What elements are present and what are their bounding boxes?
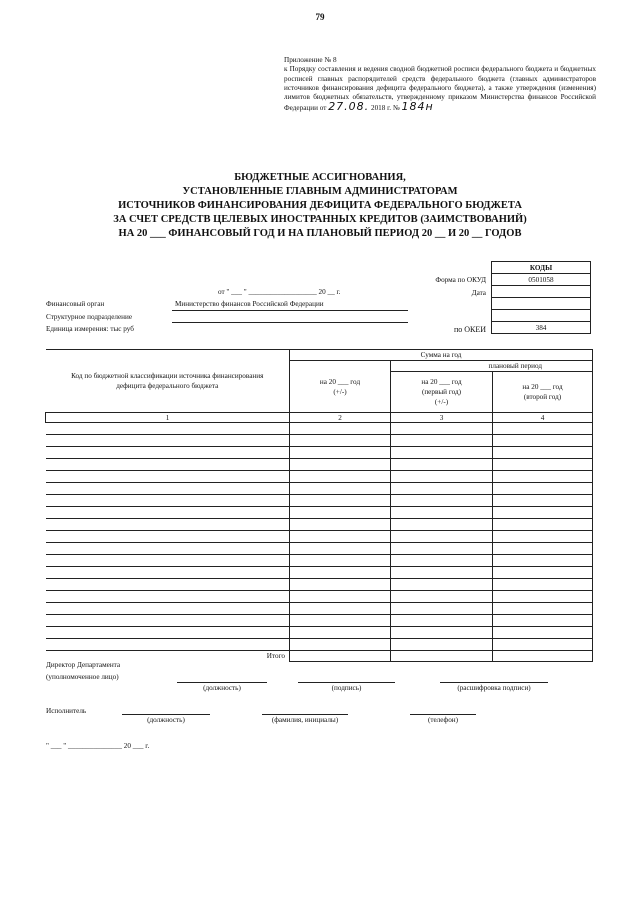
table-cell — [290, 543, 391, 555]
col3-header: на 20 ___ год (первый год) (+/-) — [391, 372, 493, 413]
executor-name-label: (фамилия, инициалы) — [271, 716, 339, 724]
table-cell — [391, 579, 493, 591]
table-cell — [290, 603, 391, 615]
table-row — [46, 639, 593, 651]
date-label: Дата — [471, 289, 486, 297]
fin-organ-value: Министерство финансов Российской Федерации — [175, 300, 324, 308]
table-cell — [391, 447, 493, 459]
table-cell — [46, 507, 290, 519]
table-row — [46, 543, 593, 555]
table-row — [46, 579, 593, 591]
table-cell — [46, 567, 290, 579]
okei-value: 384 — [492, 322, 591, 334]
table-cell — [391, 471, 493, 483]
appendix-number: 184н — [401, 100, 434, 114]
col-num-3: 3 — [391, 413, 493, 423]
table-cell — [391, 543, 493, 555]
table-row — [46, 567, 593, 579]
table-cell — [46, 495, 290, 507]
table-row — [46, 519, 593, 531]
table-cell — [290, 555, 391, 567]
table-cell — [290, 591, 391, 603]
table-row — [46, 591, 593, 603]
struct-underline — [172, 322, 408, 323]
okud-value: 0501058 — [492, 274, 591, 286]
table-cell — [46, 435, 290, 447]
table-cell — [493, 423, 593, 435]
col1-header: Код по бюджетной классификации источника финансирования дефицита федерального бюджета — [46, 350, 290, 413]
table-cell — [391, 567, 493, 579]
table-cell — [391, 519, 493, 531]
fin-organ-code — [492, 298, 591, 310]
director-position-label: (должность) — [203, 684, 241, 692]
table-cell — [493, 627, 593, 639]
table-cell — [46, 459, 290, 471]
signature-date: " ___ " _______________ 20 ___ г. — [46, 742, 150, 750]
col-num-4: 4 — [493, 413, 593, 423]
table-cell — [290, 483, 391, 495]
table-row — [46, 555, 593, 567]
table-row — [46, 459, 593, 471]
col4-header: на 20 ___ год (второй год) — [493, 372, 593, 413]
table-cell — [290, 567, 391, 579]
col2-header: на 20 ___ год (+/-) — [290, 361, 391, 413]
table-cell — [290, 579, 391, 591]
table-cell — [391, 483, 493, 495]
table-cell — [290, 615, 391, 627]
table-cell — [493, 495, 593, 507]
table-row — [46, 603, 593, 615]
executor-phone-line — [410, 714, 476, 715]
table-cell — [290, 471, 391, 483]
codes-header: КОДЫ — [492, 262, 591, 274]
table-cell — [493, 615, 593, 627]
table-cell — [493, 531, 593, 543]
director-position-line — [177, 682, 267, 683]
total-label: Итого — [46, 651, 290, 662]
table-cell — [493, 519, 593, 531]
table-cell — [493, 543, 593, 555]
table-cell — [46, 543, 290, 555]
director-decoding-line — [440, 682, 548, 683]
table-cell — [391, 615, 493, 627]
table-cell — [493, 507, 593, 519]
table-cell — [290, 423, 391, 435]
sum-header: Сумма на год — [290, 350, 593, 361]
table-cell — [493, 639, 593, 651]
table-row — [46, 471, 593, 483]
total-cell — [391, 651, 493, 662]
table-row — [46, 435, 593, 447]
okei-label: по ОКЕИ — [453, 325, 486, 334]
table-cell — [46, 603, 290, 615]
table-cell — [391, 423, 493, 435]
table-cell — [46, 615, 290, 627]
date-line: от " ___ " ___________________ 20 __ г. — [218, 288, 341, 296]
table-row — [46, 507, 593, 519]
table-cell — [46, 627, 290, 639]
table-row — [46, 627, 593, 639]
table-cell — [290, 627, 391, 639]
table-row — [46, 495, 593, 507]
unit-label: Единица измерения: тыс руб — [46, 325, 134, 333]
title-line-2: УСТАНОВЛЕННЫЕ ГЛАВНЫМ АДМИНИСТРАТОРАМ — [182, 186, 458, 197]
table-cell — [493, 447, 593, 459]
total-cell — [290, 651, 391, 662]
title-line-4: ЗА СЧЕТ СРЕДСТВ ЦЕЛЕВЫХ ИНОСТРАННЫХ КРЕДИТОВ (ЗАИМСТВОВАНИЙ) — [113, 214, 527, 225]
table-cell — [290, 519, 391, 531]
table-cell — [46, 579, 290, 591]
title-line-1: БЮДЖЕТНЫЕ АССИГНОВАНИЯ, — [234, 172, 406, 183]
table-row — [46, 615, 593, 627]
table-cell — [391, 603, 493, 615]
table-cell — [391, 531, 493, 543]
table-row — [46, 447, 593, 459]
table-row — [46, 483, 593, 495]
assignments-table — [45, 349, 593, 662]
page-number: 79 — [315, 12, 325, 22]
codes-table — [491, 261, 591, 334]
table-cell — [391, 495, 493, 507]
executor-position-label: (должность) — [147, 716, 185, 724]
table-cell — [46, 639, 290, 651]
appendix-text: к Порядку составления и ведения сводной бюджетной росписи федерального бюджета и бюджетных росписей главных распорядителей средств федерального бюджета (главных администраторов источников финансирования дефицита федерального бюджета), а также утверждения (изменения) лимитов бюджетных обязательств, утвержденному приказом Министерства финансов Российской Федерации от — [284, 65, 596, 113]
okud-label: Форма по ОКУД — [435, 276, 486, 284]
table-cell — [46, 519, 290, 531]
title-line-3: ИСТОЧНИКОВ ФИНАНСИРОВАНИЯ ДЕФИЦИТА ФЕДЕРАЛЬНОГО БЮДЖЕТА — [118, 200, 522, 211]
table-cell — [493, 471, 593, 483]
table-cell — [493, 591, 593, 603]
table-cell — [46, 555, 290, 567]
table-cell — [493, 459, 593, 471]
table-cell — [493, 567, 593, 579]
director-sublabel: (уполномоченное лицо) — [46, 673, 119, 681]
table-cell — [290, 531, 391, 543]
table-cell — [493, 603, 593, 615]
table-cell — [46, 471, 290, 483]
executor-phone-label: (телефон) — [427, 716, 459, 724]
fin-organ-underline — [172, 310, 408, 311]
plan-header: плановый период — [391, 361, 593, 372]
table-cell — [391, 627, 493, 639]
table-cell — [290, 507, 391, 519]
director-decoding-label: (расшифровка подписи) — [457, 684, 531, 692]
appendix-title: Приложение № 8 — [284, 56, 337, 64]
total-cell — [493, 651, 593, 662]
table-cell — [493, 435, 593, 447]
title-line-5: НА 20 ___ ФИНАНСОВЫЙ ГОД И НА ПЛАНОВЫЙ ПЕРИОД 20 __ И 20 __ ГОДОВ — [118, 228, 522, 239]
appendix-year: 2018 г. № — [370, 104, 400, 113]
table-cell — [290, 639, 391, 651]
table-cell — [46, 447, 290, 459]
director-label: Директор Департамента — [46, 661, 121, 669]
table-cell — [391, 507, 493, 519]
table-cell — [493, 555, 593, 567]
director-signature-line — [298, 682, 395, 683]
director-signature-label: (подпись) — [331, 684, 362, 692]
table-cell — [290, 495, 391, 507]
appendix-note — [284, 56, 596, 114]
table-cell — [46, 423, 290, 435]
table-cell — [391, 639, 493, 651]
fin-organ-label: Финансовый орган — [46, 300, 105, 308]
col-num-1: 1 — [46, 413, 290, 423]
date-value — [492, 286, 591, 298]
table-row — [46, 531, 593, 543]
executor-position-line — [122, 714, 210, 715]
table-row — [46, 423, 593, 435]
struct-code — [492, 310, 591, 322]
document-title — [70, 171, 570, 241]
table-cell — [391, 435, 493, 447]
table-cell — [493, 579, 593, 591]
table-cell — [46, 483, 290, 495]
table-cell — [290, 459, 391, 471]
table-cell — [391, 555, 493, 567]
col-num-2: 2 — [290, 413, 391, 423]
table-cell — [46, 591, 290, 603]
executor-name-line — [262, 714, 348, 715]
table-cell — [46, 531, 290, 543]
table-cell — [290, 447, 391, 459]
table-cell — [391, 591, 493, 603]
table-cell — [391, 459, 493, 471]
table-cell — [290, 435, 391, 447]
appendix-date: 27.08. — [328, 100, 370, 114]
table-cell — [493, 483, 593, 495]
executor-label: Исполнитель — [46, 707, 87, 715]
struct-label: Структурное подразделение — [46, 313, 133, 321]
